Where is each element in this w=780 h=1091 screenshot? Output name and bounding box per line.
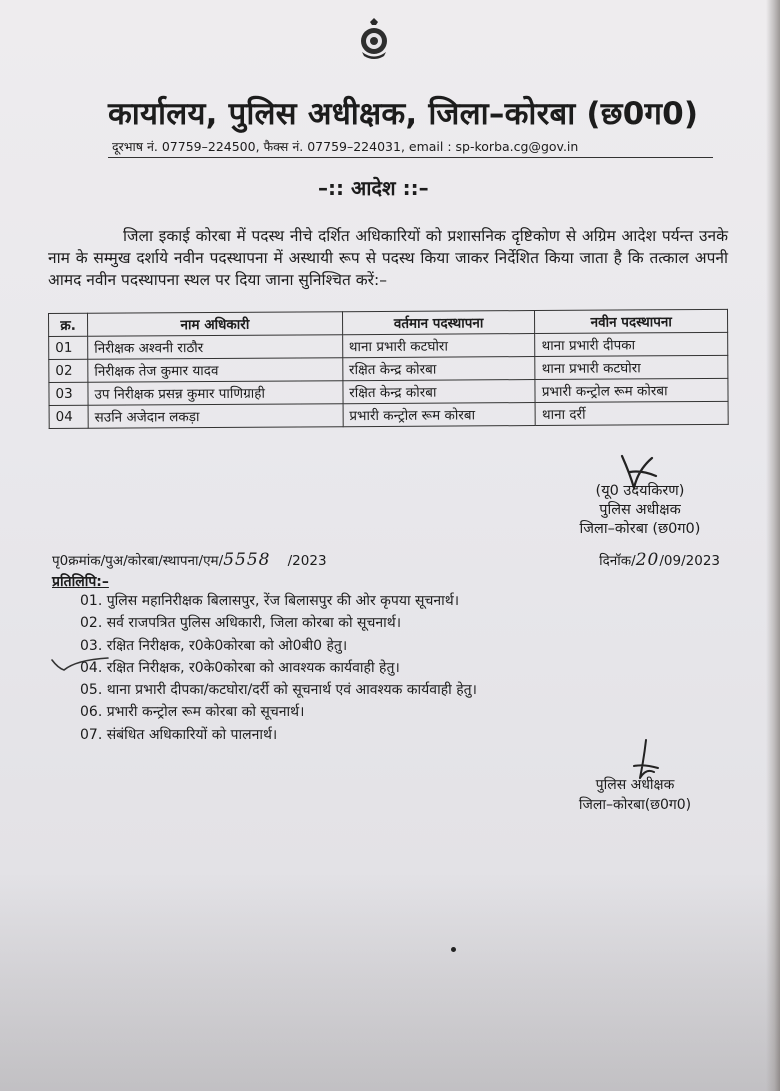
- final-signatory-district: जिला–कोरबा(छ0ग0): [578, 797, 692, 813]
- cell-new-posting: प्रभारी कन्ट्रोल रूम कोरबा: [535, 378, 728, 402]
- cell-serial: 02: [49, 359, 88, 382]
- col-header-new-posting: नवीन पदस्थापना: [535, 309, 728, 333]
- cell-officer: निरीक्षक तेज कुमार यादव: [88, 358, 343, 383]
- signatory-designation: पुलिस अधीक्षक: [599, 502, 681, 518]
- cell-current-posting: रक्षित केन्द्र कोरबा: [342, 357, 535, 381]
- order-intro-paragraph: [48, 225, 728, 291]
- ink-dot: [451, 947, 456, 952]
- cell-current-posting: रक्षित केन्द्र कोरबा: [343, 380, 536, 404]
- posting-table: [48, 309, 729, 429]
- copy-list: [80, 590, 477, 746]
- col-header-officer: नाम अधिकारी: [88, 312, 343, 337]
- signatory-district: जिला–कोरबा (छ0ग0): [579, 521, 701, 537]
- final-signatory-block: [560, 775, 710, 815]
- office-contact: दूरभाष नं. 07759–224500, फैक्स नं. 07759–224031, email : sp-korba.cg@gov.in: [112, 139, 579, 154]
- cell-officer: सउनि अजेदान लकड़ा: [88, 404, 343, 429]
- cell-new-posting: थाना प्रभारी कटघोरा: [535, 355, 728, 379]
- cell-new-posting: थाना प्रभारी दीपका: [535, 332, 728, 356]
- cell-current-posting: प्रभारी कन्ट्रोल रूम कोरबा: [343, 403, 536, 427]
- cell-serial: 03: [49, 382, 88, 405]
- cell-new-posting: थाना दर्री: [535, 401, 728, 425]
- page-bottom-shadow: [0, 871, 780, 1091]
- list-item: 04. रक्षित निरीक्षक, र0के0कोरबा को आवश्यक कार्यवाही हेतु।: [80, 659, 400, 676]
- order-intro-text: जिला इकाई कोरबा में पदस्थ नीचे दर्शित अधिकारियों को प्रशासनिक दृष्टिकोण से अग्रिम आदेश पर्यन्त उनके नाम के सम्मुख दर्शाये नवीन पदस्थापना में अस्थायी रूप से पदस्थ किया जाकर निर्देशित किया जाता है कि तत्काल अपनी आमद नवीन पदस्थापना स्थल पर दिया जाना सुनिश्चित करें:–: [48, 227, 728, 289]
- date-handwritten-day: 20: [635, 550, 660, 570]
- col-header-current-posting: वर्तमान पदस्थापना: [342, 311, 535, 335]
- reference-date: [599, 550, 720, 570]
- cell-current-posting: थाना प्रभारी कटघोरा: [342, 334, 535, 358]
- date-rest: /09/2023: [659, 553, 720, 569]
- signatory-name: (यू0 उदयकिरण): [595, 483, 685, 499]
- col-header-serial: क्र.: [49, 313, 88, 336]
- header-rule: [108, 157, 713, 158]
- cell-officer: उप निरीक्षक प्रसन्न कुमार पाणिग्राही: [88, 381, 343, 406]
- cell-serial: 01: [49, 336, 88, 359]
- signatory-block: [560, 482, 720, 539]
- list-item: 06. प्रभारी कन्ट्रोल रूम कोरबा को सूचनार्थ।: [80, 704, 305, 721]
- reference-number: [52, 550, 327, 570]
- list-item: 01. पुलिस महानिरीक्षक बिलासपुर, रेंज बिलासपुर की ओर कृपया सूचनार्थ।: [80, 593, 460, 609]
- cell-serial: 04: [49, 405, 88, 428]
- final-signatory-designation: पुलिस अधीक्षक: [595, 777, 675, 793]
- reference-handwritten-number: 5558: [223, 550, 271, 570]
- table-row: [49, 401, 728, 428]
- reference-year: /2023: [287, 553, 327, 569]
- list-item: 07. संबंधित अधिकारियों को पालनार्थ।: [80, 726, 278, 743]
- list-item: 03. रक्षित निरीक्षक, र0के0कोरबा को ओ0बी0 हेतु।: [80, 637, 348, 654]
- copy-heading: प्रतिलिपि:–: [52, 574, 109, 590]
- date-label: दिनॉक/: [599, 553, 636, 569]
- list-item: 02. सर्व राजपत्रित पुलिस अधिकारी, जिला कोरबा को सूचनार्थ।: [80, 615, 402, 632]
- police-emblem-icon: [356, 17, 392, 59]
- reference-prefix: पृ0क्रमांक/पुअ/कोरबा/स्थापना/एम/: [52, 553, 224, 569]
- office-title: कार्यालय, पुलिस अधीक्षक, जिला–कोरबा (छ0ग0): [108, 96, 699, 132]
- list-item: 05. थाना प्रभारी दीपका/कटघोरा/दर्री को सूचनार्थ एवं आवश्यक कार्यवाही हेतु।: [80, 682, 477, 699]
- cell-officer: निरीक्षक अश्वनी राठौर: [88, 335, 343, 360]
- order-heading: –:: आदेश ::–: [318, 176, 429, 200]
